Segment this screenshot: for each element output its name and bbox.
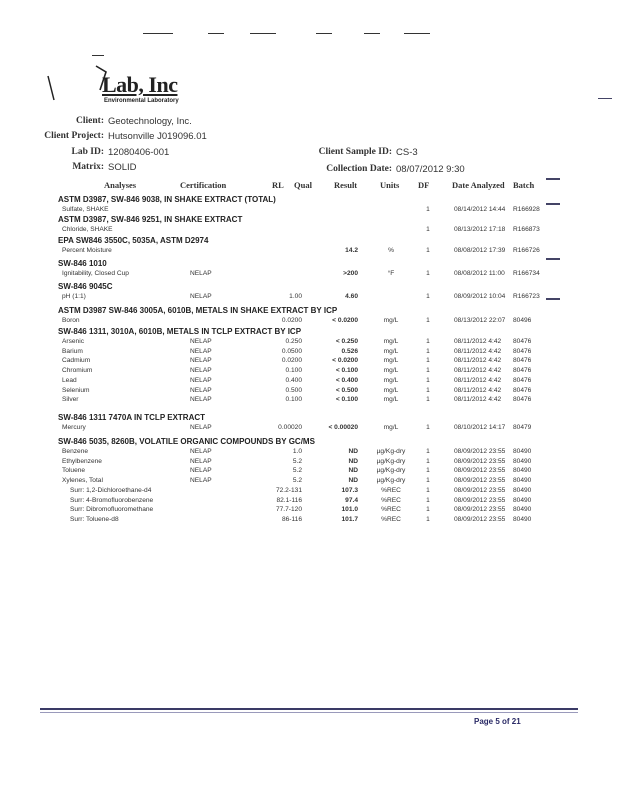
analyte-name: Selenium <box>62 386 90 394</box>
batch-id: R166734 <box>513 270 540 277</box>
analyte-name: Sulfate, SHAKE <box>62 206 109 213</box>
table-row <box>0 387 618 396</box>
section-title: SW-846 1010 <box>58 259 107 268</box>
certification: NELAP <box>190 467 212 475</box>
client-value: Geotechnology, Inc. <box>108 116 192 127</box>
date-analyzed: 08/11/2012 4:42 <box>454 386 502 394</box>
units: %REC <box>381 486 401 494</box>
result-value: 4.60 <box>345 293 358 300</box>
dilution-factor: 1 <box>426 226 430 233</box>
date-analyzed: 08/11/2012 4:42 <box>454 376 502 384</box>
analyte-name: Surr: Toluene-d8 <box>70 515 119 523</box>
batch-id: 80476 <box>513 357 532 365</box>
logo-name: Lab, Inc <box>102 72 178 97</box>
units: mg/L <box>383 396 399 404</box>
units: % <box>388 247 394 254</box>
section-title: EPA SW846 3550C, 5035A, ASTM D2974 <box>58 236 209 245</box>
certification: NELAP <box>190 376 212 384</box>
batch-id: 80476 <box>513 376 532 384</box>
scan-mark <box>364 33 380 34</box>
analyte-name: Cadmium <box>62 357 91 365</box>
edge-mark <box>598 98 612 99</box>
certification: NELAP <box>190 386 212 394</box>
reporting-limit: 0.0200 <box>281 357 302 365</box>
col-certification: Certification <box>180 180 227 190</box>
reporting-limit: 77.7-120 <box>275 506 302 514</box>
dilution-factor: 1 <box>426 457 430 465</box>
date-analyzed: 08/08/2012 17:39 <box>454 247 506 254</box>
lab-logo <box>46 62 206 110</box>
reporting-limit: 0.100 <box>285 396 302 404</box>
result-value: 107.3 <box>341 486 358 494</box>
result-value: 101.0 <box>341 506 358 514</box>
analyte-name: Chromium <box>62 367 93 375</box>
project-label: Client Project: <box>44 131 104 141</box>
units: °F <box>387 270 395 277</box>
dilution-factor: 1 <box>426 317 430 324</box>
analyte-name: Benzene <box>62 448 89 455</box>
result-value: < 0.100 <box>335 396 358 404</box>
table-row <box>0 477 618 486</box>
table-row <box>0 338 618 347</box>
section-title: SW-846 5035, 8260B, VOLATILE ORGANIC COMPOUNDS BY GC/MS <box>58 437 315 446</box>
certification: NELAP <box>190 293 212 300</box>
units: µg/Kg-dry <box>376 477 406 485</box>
units: mg/L <box>383 357 399 365</box>
result-value: < 0.400 <box>335 376 358 384</box>
col-date-analyzed: Date Analyzed <box>452 180 505 190</box>
batch-id: 80490 <box>513 448 532 455</box>
date-analyzed: 08/11/2012 4:42 <box>454 396 502 404</box>
batch-id: 80476 <box>513 338 532 345</box>
units: µg/Kg-dry <box>376 448 406 455</box>
result-value: 0.526 <box>341 347 358 355</box>
analyte-name: Percent Moisture <box>62 247 112 254</box>
result-value: ND <box>348 477 358 485</box>
date-analyzed: 08/09/2012 23:55 <box>454 477 506 485</box>
dilution-factor: 1 <box>426 496 430 504</box>
certification: NELAP <box>190 477 212 485</box>
batch-id: 80476 <box>513 347 532 355</box>
result-value: < 0.0200 <box>332 317 358 324</box>
batch-id: 80476 <box>513 396 532 404</box>
result-value: 101.7 <box>341 515 358 523</box>
batch-id: 80496 <box>513 317 532 324</box>
reporting-limit: 0.400 <box>285 376 302 384</box>
certification: NELAP <box>190 367 212 375</box>
result-value: ND <box>348 457 358 465</box>
batch-id: 80490 <box>513 457 532 465</box>
date-analyzed: 08/13/2012 17:18 <box>454 226 506 233</box>
scan-mark <box>143 33 173 34</box>
batch-id: 80490 <box>513 477 532 485</box>
units: mg/L <box>383 424 399 431</box>
project-value: Hutsonville J019096.01 <box>108 131 207 142</box>
table-row <box>0 516 618 525</box>
batch-id: 80490 <box>513 515 532 523</box>
reporting-limit: 86-116 <box>281 515 302 523</box>
reporting-limit: 5.2 <box>292 457 302 465</box>
date-analyzed: 08/09/2012 10:04 <box>454 293 506 300</box>
analyte-name: Lead <box>62 376 77 384</box>
dilution-factor: 1 <box>426 477 430 485</box>
analyte-name: Mercury <box>62 424 86 431</box>
reporting-limit: 0.0500 <box>281 347 302 355</box>
col-units: Units <box>380 180 400 190</box>
dilution-factor: 1 <box>426 293 430 300</box>
sample-value: CS-3 <box>396 147 418 158</box>
footer-rule-thin <box>40 712 578 713</box>
batch-id: R166723 <box>513 293 540 300</box>
labid-value: 12080406-001 <box>108 147 170 158</box>
analyte-name: Surr: 1,2-Dichloroethane-d4 <box>70 486 152 494</box>
analyte-name: Silver <box>62 396 79 404</box>
table-row <box>0 377 618 386</box>
analyte-name: Surr: 4-Bromofluorobenzene <box>70 496 154 504</box>
dilution-factor: 1 <box>426 206 430 213</box>
col-qual: Qual <box>294 180 312 190</box>
result-value: < 0.250 <box>335 338 358 345</box>
dilution-factor: 1 <box>426 347 430 355</box>
dilution-factor: 1 <box>426 486 430 494</box>
batch-id: 80490 <box>513 496 532 504</box>
reporting-limit: 0.00020 <box>278 424 302 431</box>
reporting-limit: 0.500 <box>285 386 302 394</box>
section-title: SW-846 1311, 3010A, 6010B, METALS IN TCLP EXTRACT BY ICP <box>58 327 302 336</box>
dilution-factor: 1 <box>426 515 430 523</box>
date-analyzed: 08/09/2012 23:55 <box>454 515 506 523</box>
date-analyzed: 08/13/2012 22:07 <box>454 317 506 324</box>
matrix-value: SOLID <box>108 162 137 173</box>
result-value: 97.4 <box>345 496 358 504</box>
units: %REC <box>381 515 401 523</box>
table-row <box>0 458 618 467</box>
batch-id: 80479 <box>513 424 532 431</box>
analyte-name: Ignitability, Closed Cup <box>62 270 129 277</box>
date-analyzed: 08/09/2012 23:55 <box>454 506 506 514</box>
table-row <box>0 348 618 357</box>
dilution-factor: 1 <box>426 357 430 365</box>
table-row <box>0 317 618 326</box>
table-row <box>0 467 618 476</box>
client-label: Client: <box>76 116 104 126</box>
col-result: Result <box>334 180 358 190</box>
margin-mark <box>546 298 560 300</box>
units: mg/L <box>383 338 399 345</box>
analyte-name: Arsenic <box>62 338 84 345</box>
batch-id: 80476 <box>513 367 532 375</box>
section-title: SW-846 9045C <box>58 282 113 291</box>
certification: NELAP <box>190 338 212 345</box>
analyte-name: Surr: Dibromofluoromethane <box>70 506 154 514</box>
reporting-limit: 0.0200 <box>281 317 302 324</box>
dilution-factor: 1 <box>426 367 430 375</box>
units: mg/L <box>383 376 399 384</box>
table-row <box>0 293 618 302</box>
margin-mark <box>546 203 560 205</box>
table-row <box>0 396 618 405</box>
reporting-limit: 82.1-116 <box>276 496 302 504</box>
certification: NELAP <box>190 396 212 404</box>
date-analyzed: 08/11/2012 4:42 <box>454 347 502 355</box>
certification: NELAP <box>190 448 212 455</box>
date-analyzed: 08/09/2012 23:55 <box>454 486 506 494</box>
analyte-name: Toluene <box>62 467 86 475</box>
batch-id: 80490 <box>513 506 532 514</box>
result-value: < 0.500 <box>335 386 358 394</box>
table-row <box>0 448 618 457</box>
reporting-limit: 0.100 <box>285 367 302 375</box>
reporting-limit: 5.2 <box>292 467 302 475</box>
result-value: ND <box>348 448 358 455</box>
table-row <box>0 226 618 235</box>
reporting-limit: 0.250 <box>285 338 302 345</box>
page-number: Page 5 of 21 <box>474 717 521 726</box>
sample-label: Client Sample ID: <box>318 147 392 157</box>
collection-date-value: 08/07/2012 9:30 <box>396 164 465 175</box>
date-analyzed: 08/09/2012 23:55 <box>454 457 506 465</box>
batch-id: R166873 <box>513 226 540 233</box>
section-title: ASTM D3987 SW-846 3005A, 6010B, METALS IN SHAKE EXTRACT BY ICP <box>58 306 338 315</box>
units: mg/L <box>383 367 399 375</box>
analyte-name: Barium <box>62 347 83 355</box>
result-value: ND <box>348 467 358 475</box>
batch-id: R166726 <box>513 247 540 254</box>
table-row <box>0 497 618 506</box>
scan-mark <box>316 33 332 34</box>
section-title: SW-846 1311 7470A IN TCLP EXTRACT <box>58 413 206 422</box>
batch-id: 80490 <box>513 467 532 475</box>
date-analyzed: 08/11/2012 4:42 <box>454 357 502 365</box>
table-row <box>0 367 618 376</box>
table-row <box>0 357 618 366</box>
reporting-limit: 5.2 <box>292 477 302 485</box>
analyte-name: Chloride, SHAKE <box>62 226 113 233</box>
dilution-factor: 1 <box>426 270 430 277</box>
analyte-name: Boron <box>62 317 80 324</box>
table-row <box>0 270 618 279</box>
analyte-name: Ethylbenzene <box>62 457 102 465</box>
result-value: < 0.100 <box>335 367 358 375</box>
table-row <box>0 506 618 515</box>
logo-subtitle: Environmental Laboratory <box>104 98 179 104</box>
certification: NELAP <box>190 357 212 365</box>
batch-id: R166928 <box>513 206 540 213</box>
certification: NELAP <box>190 424 212 431</box>
reporting-limit: 72.2-131 <box>275 486 302 494</box>
dilution-factor: 1 <box>426 376 430 384</box>
date-analyzed: 08/09/2012 23:55 <box>454 496 506 504</box>
section-title: ASTM D3987, SW-846 9251, IN SHAKE EXTRACT <box>58 215 243 224</box>
table-row <box>0 487 618 496</box>
dilution-factor: 1 <box>426 338 430 345</box>
reporting-limit: 1.00 <box>289 293 302 300</box>
dilution-factor: 1 <box>426 424 430 431</box>
collection-date-label: Collection Date: <box>326 164 392 174</box>
dilution-factor: 1 <box>426 386 430 394</box>
dilution-factor: 1 <box>426 506 430 514</box>
scan-mark <box>250 33 276 34</box>
date-analyzed: 08/10/2012 14:17 <box>454 424 506 431</box>
units: mg/L <box>383 386 399 394</box>
date-analyzed: 08/09/2012 23:55 <box>454 448 506 455</box>
date-analyzed: 08/14/2012 14:44 <box>454 206 506 213</box>
units: %REC <box>381 496 401 504</box>
batch-id: 80490 <box>513 486 532 494</box>
date-analyzed: 08/09/2012 23:55 <box>454 467 506 475</box>
units: %REC <box>381 506 401 514</box>
certification: NELAP <box>190 457 212 465</box>
reporting-limit: 1.0 <box>292 448 302 455</box>
scan-mark <box>404 33 430 34</box>
footer-rule <box>40 708 578 710</box>
certification: NELAP <box>190 347 212 355</box>
units: µg/Kg-dry <box>376 457 406 465</box>
matrix-label: Matrix: <box>72 162 104 172</box>
certification: NELAP <box>190 270 212 277</box>
units: mg/L <box>383 347 399 355</box>
table-row <box>0 247 618 256</box>
date-analyzed: 08/08/2012 11:00 <box>454 270 505 277</box>
units: mg/L <box>383 317 399 324</box>
col-rl: RL <box>272 180 284 190</box>
dilution-factor: 1 <box>426 467 430 475</box>
result-value: >200 <box>343 270 358 277</box>
units: µg/Kg-dry <box>376 467 406 475</box>
dilution-factor: 1 <box>426 448 430 455</box>
dilution-factor: 1 <box>426 247 430 254</box>
section-title: ASTM D3987, SW-846 9038, IN SHAKE EXTRACT (TOTAL) <box>58 195 276 204</box>
table-row <box>0 206 618 215</box>
scan-mark <box>208 33 224 34</box>
result-value: < 0.0200 <box>332 357 358 365</box>
col-batch: Batch <box>513 180 535 190</box>
labid-label: Lab ID: <box>71 147 104 157</box>
date-analyzed: 08/11/2012 4:42 <box>454 338 502 345</box>
batch-id: 80476 <box>513 386 532 394</box>
result-value: < 0.00020 <box>328 424 358 431</box>
dilution-factor: 1 <box>426 396 430 404</box>
result-value: 14.2 <box>345 247 358 254</box>
col-analyses: Analyses <box>104 180 137 190</box>
margin-mark <box>546 178 560 180</box>
date-analyzed: 08/11/2012 4:42 <box>454 367 502 375</box>
col-df: DF <box>418 180 430 190</box>
analyte-name: Xylenes, Total <box>62 477 103 485</box>
analyte-name: pH (1:1) <box>62 293 86 300</box>
table-row <box>0 424 618 433</box>
margin-mark <box>546 258 560 260</box>
scan-mark <box>92 55 104 56</box>
